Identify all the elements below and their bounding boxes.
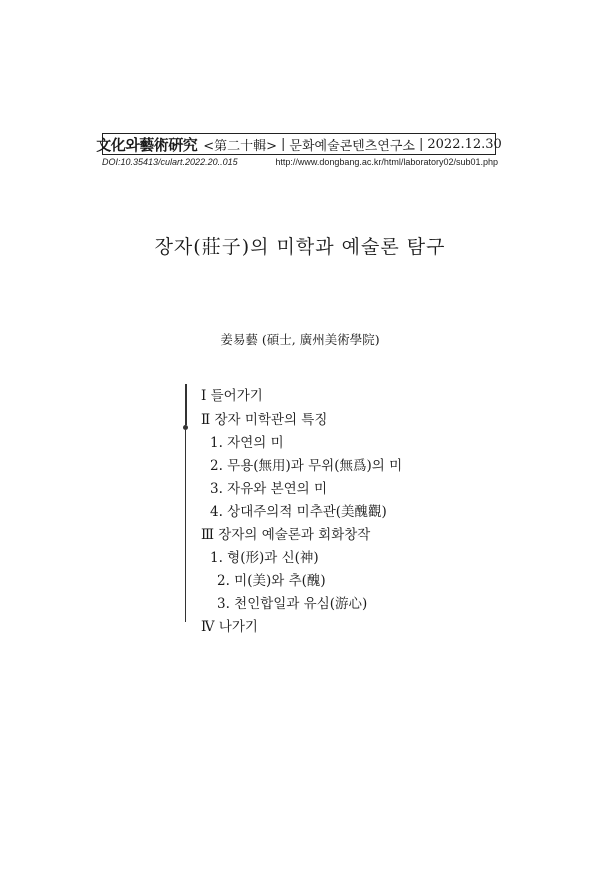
separator: | bbox=[281, 136, 286, 152]
toc-item: 1. 형(形)과 신(神) bbox=[210, 550, 319, 566]
toc-item: 1. 자연의 미 bbox=[210, 435, 284, 451]
url-text: http://www.dongbang.ac.kr/html/laboratory02/sub01.php bbox=[275, 157, 498, 167]
journal-header bbox=[96, 133, 502, 155]
separator: | bbox=[418, 136, 424, 152]
toc-item: 3. 자유와 본연의 미 bbox=[210, 481, 328, 497]
toc-item: 2. 무용(無用)과 무위(無爲)의 미 bbox=[210, 458, 403, 474]
journal-logo: 文化와藝術硏究 bbox=[96, 135, 198, 154]
date-label: 2022.12.30 bbox=[427, 136, 502, 152]
toc-item: Ⅲ 장자의 예술론과 회화창작 bbox=[201, 527, 371, 543]
toc-item: 3. 천인합일과 유심(游心) bbox=[217, 596, 368, 612]
toc-item: Ⅳ 나가기 bbox=[201, 619, 258, 635]
toc-item: 2. 미(美)와 추(醜) bbox=[217, 573, 326, 589]
toc-rule bbox=[185, 430, 186, 622]
toc-item: Ⅱ 장자 미학관의 특징 bbox=[201, 412, 328, 428]
toc-rule bbox=[185, 384, 187, 425]
toc-item: Ⅰ 들어가기 bbox=[201, 388, 263, 404]
doi-text: DOI:10.35413/culart.2022.20..015 bbox=[102, 157, 238, 167]
paper-title: 장자(莊子)의 미학과 예술론 탐구 bbox=[154, 236, 446, 258]
publisher-label: 문화예술콘텐츠연구소 bbox=[289, 138, 415, 154]
toc-item: 4. 상대주의적 미추관(美醜觀) bbox=[210, 504, 387, 520]
author-line: 姜易藝 (碩士, 廣州美術學院) bbox=[220, 332, 380, 347]
volume-label: <第二十輯> bbox=[203, 138, 277, 154]
